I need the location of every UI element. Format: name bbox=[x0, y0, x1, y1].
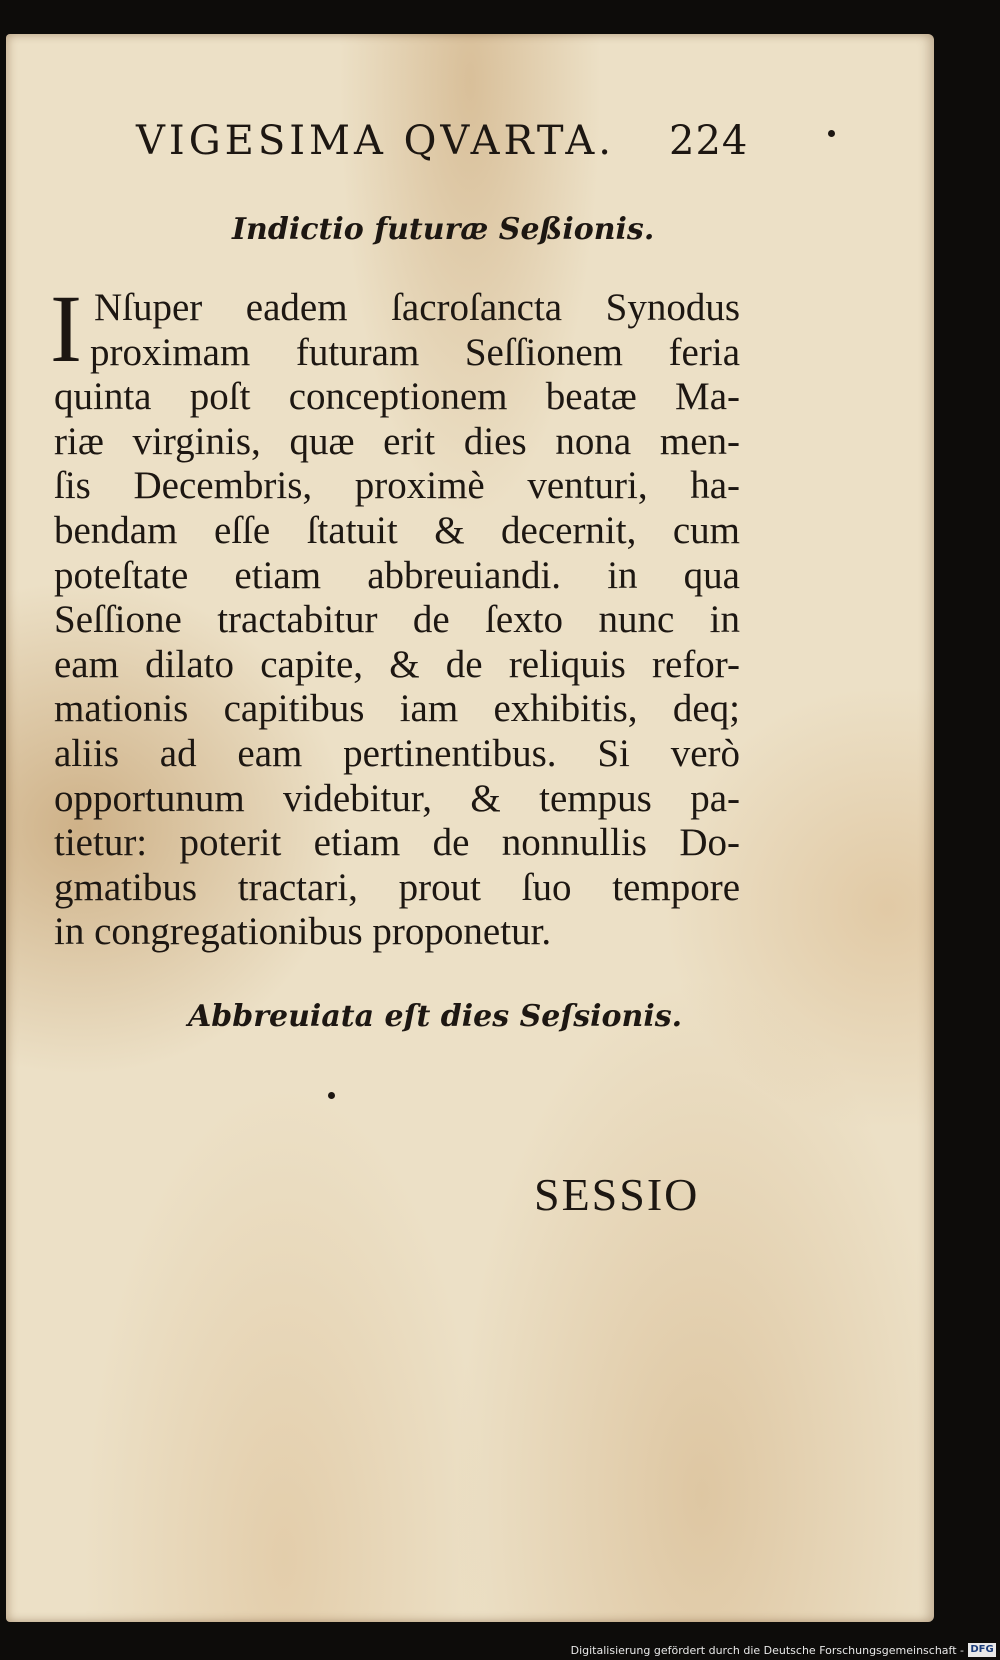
footer-bar bbox=[0, 1638, 1000, 1660]
book-page bbox=[6, 34, 934, 1622]
body-line: poteſtate etiam abbreuiandi. in qua bbox=[54, 553, 740, 597]
page-number: 224 bbox=[669, 118, 749, 164]
body-line: Seſſione tractabitur de ſexto nunc in bbox=[54, 598, 740, 642]
footer-credit: Digitalisierung gefördert durch die Deutsche Forschungsgemeinschaft - bbox=[570, 1644, 964, 1657]
drop-cap: I bbox=[50, 275, 82, 382]
body-line: eam dilato capite, & de reliquis refor- bbox=[54, 642, 740, 686]
ink-speck bbox=[828, 130, 835, 137]
body-line: riæ virginis, quæ erit dies nona men- bbox=[54, 419, 740, 463]
body-line: proximam futuram Seſſionem feria bbox=[90, 330, 740, 374]
body-line: ſis Decembris, proximè venturi, ha- bbox=[54, 464, 740, 508]
running-head bbox=[136, 118, 756, 164]
body-line: in congregationibus proponetur. bbox=[54, 910, 552, 954]
catchword: SESSIO bbox=[534, 1169, 700, 1220]
body-paragraph bbox=[54, 331, 740, 955]
body-first-line: Nſuper eadem ſacroſancta Synodus bbox=[94, 286, 740, 329]
body-line: quinta poſt conceptionem beatæ Ma- bbox=[54, 375, 740, 419]
body-line: bendam eſſe ſtatuit & decernit, cum bbox=[54, 508, 740, 552]
body-line: opportunum videbitur, & tempus pa- bbox=[54, 776, 740, 820]
body-line: mationis capitibus iam exhibitis, deq; bbox=[54, 687, 740, 731]
body-line: aliis ad eam pertinentibus. Si verò bbox=[54, 731, 740, 775]
section-heading-indictio: Indictio futuræ Seßionis. bbox=[232, 212, 655, 247]
body-line: gmatibus tractari, prout ſuo tempore bbox=[54, 865, 740, 909]
dfg-logo-icon: DFG bbox=[968, 1643, 996, 1657]
note-heading-abbreuiata: Abbreuiata eſt dies Seſsionis. bbox=[188, 999, 683, 1034]
ink-speck bbox=[328, 1092, 335, 1099]
running-head-title: VIGESIMA QVARTA. bbox=[136, 118, 615, 164]
body-line: tietur: poterit etiam de nonnullis Do- bbox=[54, 821, 740, 865]
